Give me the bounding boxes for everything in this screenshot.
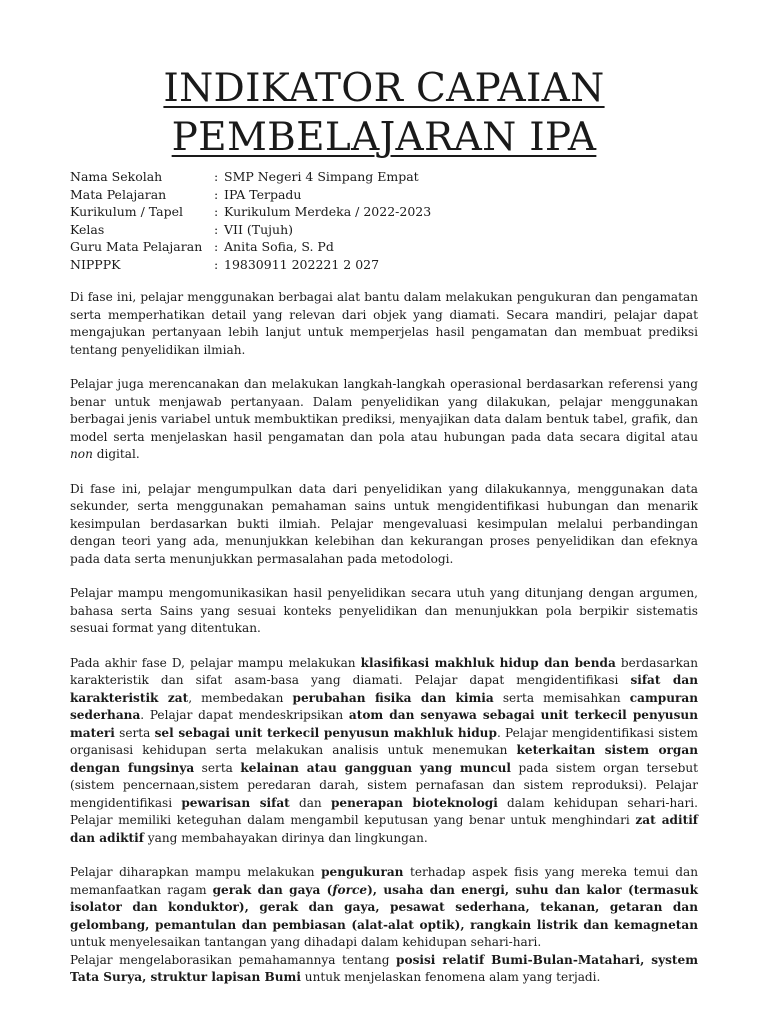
info-separator: : <box>214 256 219 272</box>
info-label: NIPPPK <box>70 256 121 272</box>
info-label: Guru Mata Pelajaran <box>70 239 203 255</box>
info-separator: : <box>214 169 219 184</box>
paragraph-physics: Pelajar diharapkan mampu melakukan pengukuran terhadap aspek fisis yang mereka temui dan memanfaatkan ragam gerak dan gaya (force), usaha dan energi, suhu dan kalor (termasuk isolator dan konduktor), gerak dan gaya, pesawat sederhana, tekanan, getaran dan gelombang, pemantulan dan pembiasan (alat-alat optik), rangkain listrik dan kemagnetan untuk menyelesaikan tantangan yang dihadapi dalam kehidupan sehari-hari. <box>70 865 698 949</box>
info-label: Kurikulum / Tapel <box>70 204 183 220</box>
info-value: SMP Negeri 4 Simpang Empat <box>224 169 419 184</box>
paragraph-data-collection: Di fase ini, pelajar mengumpulkan data dari penyelidikan yang dilakukannya, menggunakan data sekunder, serta menggunakan pemahaman sains untuk mengidentifikasi hubungan dan menarik kesimpulan berdasarkan bukti ilmiah. Pelajar mengevaluasi kesimpulan melalui perbandingan dengan teori yang ada, menunjukkan kelebihan dan kekurangan proses penyelidikan dan efeknya pada data serta menunjukkan permasalahan pada metodologi. <box>70 481 698 566</box>
info-row-nipppk <box>70 256 710 274</box>
info-row-class <box>70 221 710 239</box>
info-row-subject <box>70 186 710 204</box>
title-line-1: INDIKATOR CAPAIAN <box>163 66 605 111</box>
info-separator: : <box>214 239 219 255</box>
info-value: Anita Sofia, S. Pd <box>224 239 334 255</box>
info-label: Nama Sekolah <box>70 169 163 184</box>
info-separator: : <box>214 204 219 220</box>
info-row-teacher <box>70 238 710 256</box>
info-value: VII (Tujuh) <box>224 221 293 237</box>
info-value: Kurikulum Merdeka / 2022-2023 <box>224 204 432 220</box>
info-separator: : <box>214 186 219 202</box>
info-table <box>70 168 710 274</box>
title-line-2: PEMBELAJARAN IPA <box>171 115 597 160</box>
document-body <box>70 289 698 987</box>
paragraph-observation: Di fase ini, pelajar menggunakan berbagai alat bantu dalam melakukan pengukuran dan pengamatan serta memperhatikan detail yang relevan dari objek yang diamati. Secara mandiri, pelajar dapat mengajukan pertanyaan lebih lanjut untuk memperjelas hasil pengamatan dan membuat prediksi tentang penyelidikan ilmiah. <box>70 290 698 357</box>
info-separator: : <box>214 221 219 237</box>
info-label: Mata Pelajaran <box>70 186 167 202</box>
info-row-curriculum <box>70 203 710 221</box>
info-label: Kelas <box>70 221 105 237</box>
document-title <box>0 64 768 162</box>
info-value: IPA Terpadu <box>224 186 302 202</box>
info-row-school <box>70 168 710 186</box>
paragraph-communication: Pelajar mampu mengomunikasikan hasil penyelidikan secara utuh yang ditunjang dengan argumen, bahasa serta Sains yang sesuai konteks penyelidikan dan menunjukkan pola berpikir sistematis sesuai format yang ditentukan. <box>70 586 698 635</box>
paragraph-planning: Pelajar juga merencanakan dan melakukan langkah-langkah operasional berdasarkan referensi yang benar untuk menjawab pertanyaan. Dalam penyelidikan yang dilakukan, pelajar menggunakan berbagai jenis variabel untuk membuktikan prediksi, menyajikan data dalam bentuk tabel, grafik, dan model serta menjelaskan hasil pengamatan dan pola atau hubungan pada data secara digital atau non digital. <box>70 377 698 461</box>
info-value: 19830911 202221 2 027 <box>224 256 380 272</box>
paragraph-earth-space: Pelajar mengelaborasikan pemahamannya tentang posisi relatif Bumi-Bulan-Matahari, system Tata Surya, struktur lapisan Bumi untuk menjelaskan fenomena alam yang terjadi. <box>70 952 698 984</box>
paragraph-phase-d: Pada akhir fase D, pelajar mampu melakukan klasifikasi makhluk hidup dan benda berdasarkan karakteristik dan sifat asam-basa yang diamati. Pelajar dapat mengidentifikasi sifat dan karakteristik zat, membedakan perubahan fisika dan kimia serta memisahkan campuran sederhana. Pelajar dapat mendeskripsikan atom dan senyawa sebagai unit terkecil penyusun materi serta sel sebagai unit terkecil penyusun makhluk hidup. Pelajar mengidentifikasi sistem organisasi kehidupan serta melakukan analisis untuk menemukan keterkaitan sistem organ dengan fungsinya serta kelainan atau gangguan yang muncul pada sistem organ tersebut (sistem pencernaan,sistem peredaran darah, sistem pernafasan dan sistem reproduksi). Pelajar mengidentifikasi pewarisan sifat dan penerapan bioteknologi dalam kehidupan sehari-hari. Pelajar memiliki keteguhan dalam mengambil keputusan yang benar untuk menghindari zat aditif dan adiktif yang membahayakan dirinya dan lingkungan. <box>70 655 699 845</box>
